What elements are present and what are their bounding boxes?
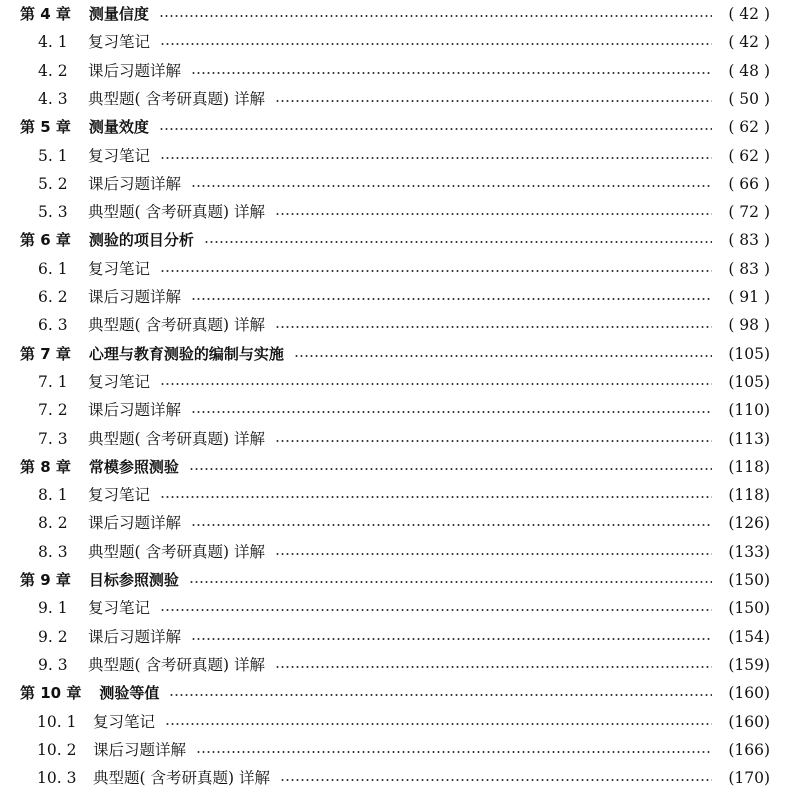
- chapter-number: 第 7 章: [20, 344, 71, 363]
- toc-section-row[interactable]: [0, 255, 790, 283]
- chapter-number: 第 8 章: [20, 457, 71, 476]
- toc-chapter-row[interactable]: [0, 0, 790, 28]
- dot-leader: [160, 496, 712, 498]
- dot-leader: [160, 157, 712, 159]
- section-title: 课后习题详解: [88, 288, 182, 306]
- section-number: 9. 3: [38, 655, 68, 674]
- chapter-title: 目标参照测验: [88, 571, 179, 589]
- page-number: (160): [728, 712, 770, 731]
- toc-chapter-row[interactable]: [0, 453, 790, 481]
- toc-section-row[interactable]: [0, 170, 790, 198]
- section-title: 复习笔记: [93, 712, 156, 731]
- section-number: 8. 2: [38, 514, 68, 533]
- section-number: 9. 2: [38, 627, 68, 646]
- section-title: 课后习题详解: [88, 61, 182, 80]
- page-number: (159): [728, 655, 770, 674]
- page-number: ( 42 ): [728, 5, 770, 23]
- dot-leader: [189, 468, 712, 470]
- section-number: 5. 1: [38, 146, 68, 165]
- chapter-number: 第 4 章: [20, 5, 71, 23]
- section-title: 典型题( 含考研真题) 详解: [88, 203, 265, 222]
- chapter-title: 常模参照测验: [88, 457, 179, 476]
- toc-section-row[interactable]: [0, 311, 790, 339]
- section-number: 7. 1: [38, 372, 68, 391]
- page-number: (113): [728, 429, 770, 448]
- section-number: 10. 2: [37, 740, 77, 759]
- chapter-number: 第 5 章: [20, 118, 71, 137]
- page-number: (105): [728, 372, 770, 391]
- dot-leader: [159, 128, 712, 130]
- section-number: 4. 3: [38, 89, 68, 108]
- toc-section-row[interactable]: [0, 708, 790, 736]
- dot-leader: [160, 609, 712, 611]
- page-number: ( 50 ): [728, 89, 770, 108]
- toc-section-row[interactable]: [0, 396, 790, 424]
- toc-chapter-row[interactable]: [0, 566, 790, 594]
- page-number: (118): [728, 457, 770, 476]
- chapter-title: 心理与教育测验的编制与实施: [88, 344, 284, 363]
- section-title: 复习笔记: [88, 259, 151, 278]
- section-title: 课后习题详解: [88, 514, 182, 533]
- section-title: 典型题( 含考研真题) 详解: [93, 769, 270, 788]
- dot-leader: [275, 100, 712, 102]
- page-number: ( 91 ): [728, 288, 770, 306]
- chapter-title: 测验的项目分析: [88, 231, 194, 250]
- page-number: ( 98 ): [728, 316, 770, 335]
- section-number: 8. 3: [38, 542, 68, 561]
- dot-leader: [280, 779, 712, 781]
- page-number: (154): [728, 627, 770, 646]
- page-number: ( 72 ): [728, 203, 770, 222]
- dot-leader: [169, 694, 712, 696]
- dot-leader: [191, 72, 712, 74]
- page-number: ( 62 ): [728, 146, 770, 165]
- dot-leader: [196, 751, 712, 753]
- dot-leader: [275, 326, 712, 328]
- toc-section-row[interactable]: [0, 509, 790, 537]
- page-number: ( 48 ): [728, 61, 770, 80]
- page-number: (150): [728, 571, 770, 589]
- toc-section-row[interactable]: [0, 28, 790, 56]
- dot-leader: [160, 270, 712, 272]
- toc-chapter-row[interactable]: [0, 226, 790, 254]
- section-number: 6. 1: [38, 259, 68, 278]
- section-title: 典型题( 含考研真题) 详解: [88, 89, 265, 108]
- dot-leader: [275, 666, 712, 668]
- toc-section-row[interactable]: [0, 651, 790, 679]
- section-title: 复习笔记: [88, 372, 151, 391]
- page-number: (133): [728, 542, 770, 561]
- page-number: ( 42 ): [728, 33, 770, 52]
- section-title: 典型题( 含考研真题) 详解: [88, 542, 265, 561]
- section-number: 7. 2: [38, 401, 68, 420]
- section-number: 8. 1: [38, 486, 68, 505]
- toc-section-row[interactable]: [0, 198, 790, 226]
- chapter-number: 第 10 章: [20, 684, 82, 703]
- toc-chapter-row[interactable]: [0, 340, 790, 368]
- dot-leader: [160, 43, 712, 45]
- page-number: (126): [728, 514, 770, 533]
- section-number: 4. 2: [38, 61, 68, 80]
- toc-section-row[interactable]: [0, 368, 790, 396]
- section-title: 典型题( 含考研真题) 详解: [88, 429, 265, 448]
- page-number: (150): [728, 599, 770, 618]
- section-number: 9. 1: [38, 599, 68, 618]
- toc-section-row[interactable]: [0, 57, 790, 85]
- section-title: 复习笔记: [88, 599, 151, 618]
- chapter-title: 测量效度: [88, 118, 149, 137]
- page-number: (166): [728, 740, 770, 759]
- toc-section-row[interactable]: [0, 283, 790, 311]
- page-number: (170): [728, 769, 770, 788]
- toc-section-row[interactable]: [0, 594, 790, 622]
- toc-section-row[interactable]: [0, 425, 790, 453]
- page-number: ( 83 ): [728, 231, 770, 250]
- dot-leader: [191, 638, 712, 640]
- dot-leader: [159, 15, 712, 17]
- page-number: (118): [728, 486, 770, 505]
- toc-chapter-row[interactable]: [0, 679, 790, 707]
- chapter-title: 测量信度: [88, 5, 149, 23]
- section-number: 6. 2: [38, 288, 68, 306]
- dot-leader: [160, 383, 712, 385]
- dot-leader: [275, 440, 712, 442]
- toc-section-row[interactable]: [0, 764, 790, 792]
- section-number: 7. 3: [38, 429, 68, 448]
- chapter-title: 测验等值: [99, 684, 160, 703]
- dot-leader: [204, 241, 712, 243]
- dot-leader: [191, 411, 712, 413]
- section-title: 复习笔记: [88, 33, 151, 52]
- dot-leader: [165, 723, 712, 725]
- dot-leader: [191, 524, 712, 526]
- page-number: ( 66 ): [728, 174, 770, 193]
- section-title: 复习笔记: [88, 146, 151, 165]
- page-number: ( 83 ): [728, 259, 770, 278]
- toc-chapter-row[interactable]: [0, 113, 790, 141]
- dot-leader: [191, 185, 712, 187]
- section-title: 典型题( 含考研真题) 详解: [88, 655, 265, 674]
- section-number: 10. 1: [37, 712, 77, 731]
- section-title: 课后习题详解: [93, 740, 187, 759]
- page-number: (160): [728, 684, 770, 703]
- section-title: 典型题( 含考研真题) 详解: [88, 316, 265, 335]
- dot-leader: [191, 298, 712, 300]
- chapter-number: 第 6 章: [20, 231, 71, 250]
- toc-section-row[interactable]: [0, 142, 790, 170]
- section-title: 课后习题详解: [88, 401, 182, 420]
- section-number: 6. 3: [38, 316, 68, 335]
- section-number: 4. 1: [38, 33, 68, 52]
- section-number: 10. 3: [37, 769, 77, 788]
- dot-leader: [294, 355, 712, 357]
- toc-section-row[interactable]: [0, 623, 790, 651]
- toc-section-row[interactable]: [0, 736, 790, 764]
- section-title: 课后习题详解: [88, 174, 182, 193]
- dot-leader: [275, 213, 712, 215]
- toc-section-row[interactable]: [0, 481, 790, 509]
- section-number: 5. 2: [38, 174, 68, 193]
- page-number: (110): [728, 401, 770, 420]
- chapter-number: 第 9 章: [20, 571, 71, 589]
- dot-leader: [275, 553, 712, 555]
- toc-section-row[interactable]: [0, 538, 790, 566]
- toc-section-row[interactable]: [0, 85, 790, 113]
- section-title: 课后习题详解: [88, 627, 182, 646]
- dot-leader: [189, 581, 712, 583]
- page-number: (105): [728, 344, 770, 363]
- section-number: 5. 3: [38, 203, 68, 222]
- page-number: ( 62 ): [728, 118, 770, 137]
- section-title: 复习笔记: [88, 486, 151, 505]
